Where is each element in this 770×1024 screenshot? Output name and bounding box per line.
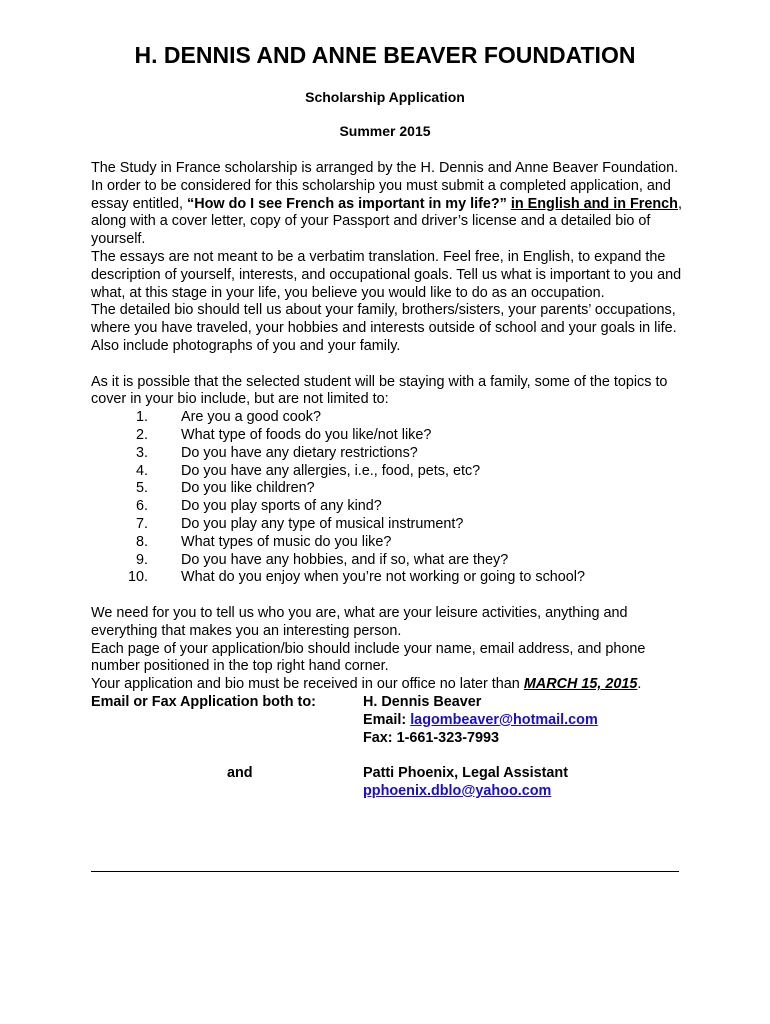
topic-item	[91, 534, 691, 552]
language-requirement: in English and in French	[510, 195, 678, 212]
topic-number: 10.	[127, 569, 148, 586]
topic-item	[91, 569, 691, 587]
topic-number: 5.	[135, 480, 148, 497]
topics-list	[91, 409, 691, 587]
topic-item	[91, 427, 691, 445]
topic-text: What type of foods do you like/not like?	[181, 426, 432, 443]
topic-item	[91, 463, 691, 481]
subtitle: Scholarship Application	[305, 89, 465, 105]
deadline-text: Your application and bio must be received in our office no later than	[91, 676, 524, 693]
topic-number: 4.	[135, 462, 148, 479]
topic-text: Do you have any allergies, i.e., food, pets, etc?	[181, 462, 481, 479]
topic-number: 6.	[135, 498, 148, 515]
document-body	[91, 160, 691, 801]
topic-item	[91, 445, 691, 463]
topic-text: Do you play any type of musical instrument?	[181, 515, 464, 532]
term: Summer 2015	[339, 123, 431, 139]
essay-title: “How do I see French as important in my life?”	[187, 195, 507, 212]
horizontal-rule	[91, 871, 679, 872]
contacts-block	[91, 694, 691, 801]
topic-item	[91, 516, 691, 534]
topic-number: 8.	[135, 533, 148, 550]
contact-1-name: H. Dennis Beaver	[363, 693, 482, 710]
contact-1-fax: Fax: 1-661-323-7993	[363, 729, 500, 746]
topic-item	[91, 552, 691, 570]
topic-item	[91, 498, 691, 516]
deadline-paragraph	[91, 676, 691, 694]
essay-paragraph: The essays are not meant to be a verbatim translation. Feel free, in English, to expand the description of yourself, interests, and occupational goals. Tell us what is important to you and what, at this stage in your life, you believe you would like to do as an occupation.	[91, 248, 682, 301]
topic-text: What do you enjoy when you’re not working or going to school?	[181, 569, 585, 586]
topics-lead: As it is possible that the selected student will be staying with a family, some of the topics to cover in your bio include, but are not limited to:	[91, 373, 668, 408]
contact-2-name: Patti Phoenix, Legal Assistant	[363, 765, 568, 782]
requirements-text: In order to be considered for this scholarship you must submit a completed application, and essay entitled,	[91, 177, 671, 212]
requirements-paragraph	[91, 178, 691, 249]
topic-text: Do you play sports of any kind?	[181, 498, 382, 515]
topic-number: 1.	[135, 409, 148, 426]
contact-2-email-link[interactable]: pphoenix.dblo@yahoo.com	[363, 782, 552, 799]
topic-number: 2.	[135, 426, 148, 443]
topic-number: 7.	[135, 515, 148, 532]
deadline-date: MARCH 15, 2015	[523, 676, 638, 693]
deadline-period: .	[637, 676, 642, 693]
contact-1-email-link[interactable]: lagombeaver@hotmail.com	[410, 711, 598, 728]
topic-item	[91, 409, 691, 427]
topic-text: What types of music do you like?	[181, 533, 392, 550]
closing-paragraph: We need for you to tell us who you are, what are your leisure activities, anything and everything that makes you an interesting person.	[91, 604, 628, 639]
bio-paragraph: The detailed bio should tell us about your family, brothers/sisters, your parents’ occupations, where you have traveled, your hobbies and interests outside of school and your goals in life. Also include photographs of you and your family.	[91, 302, 677, 354]
topic-text: Are you a good cook?	[181, 409, 322, 426]
email-label: Email:	[363, 711, 411, 728]
topic-number: 3.	[135, 444, 148, 461]
topic-text: Do you like children?	[181, 480, 315, 497]
send-label: Email or Fax Application both to:	[91, 693, 316, 710]
page-title: H. DENNIS AND ANNE BEAVER FOUNDATION	[134, 42, 636, 68]
intro-paragraph: The Study in France scholarship is arranged by the H. Dennis and Anne Beaver Foundation.	[91, 160, 679, 176]
requirements-text-end: , along with a cover letter, copy of your Passport and driver’s license and a detailed bio of yourself.	[91, 195, 682, 248]
contact-1-email-row	[363, 712, 691, 730]
topic-text: Do you have any hobbies, and if so, what are they?	[181, 551, 509, 568]
topic-number: 9.	[135, 551, 148, 568]
topic-text: Do you have any dietary restrictions?	[181, 444, 418, 461]
topic-item	[91, 480, 691, 498]
and-label: and	[227, 765, 253, 782]
page-info-paragraph: Each page of your application/bio should include your name, email address, and phone number positioned in the top right hand corner.	[91, 640, 646, 675]
